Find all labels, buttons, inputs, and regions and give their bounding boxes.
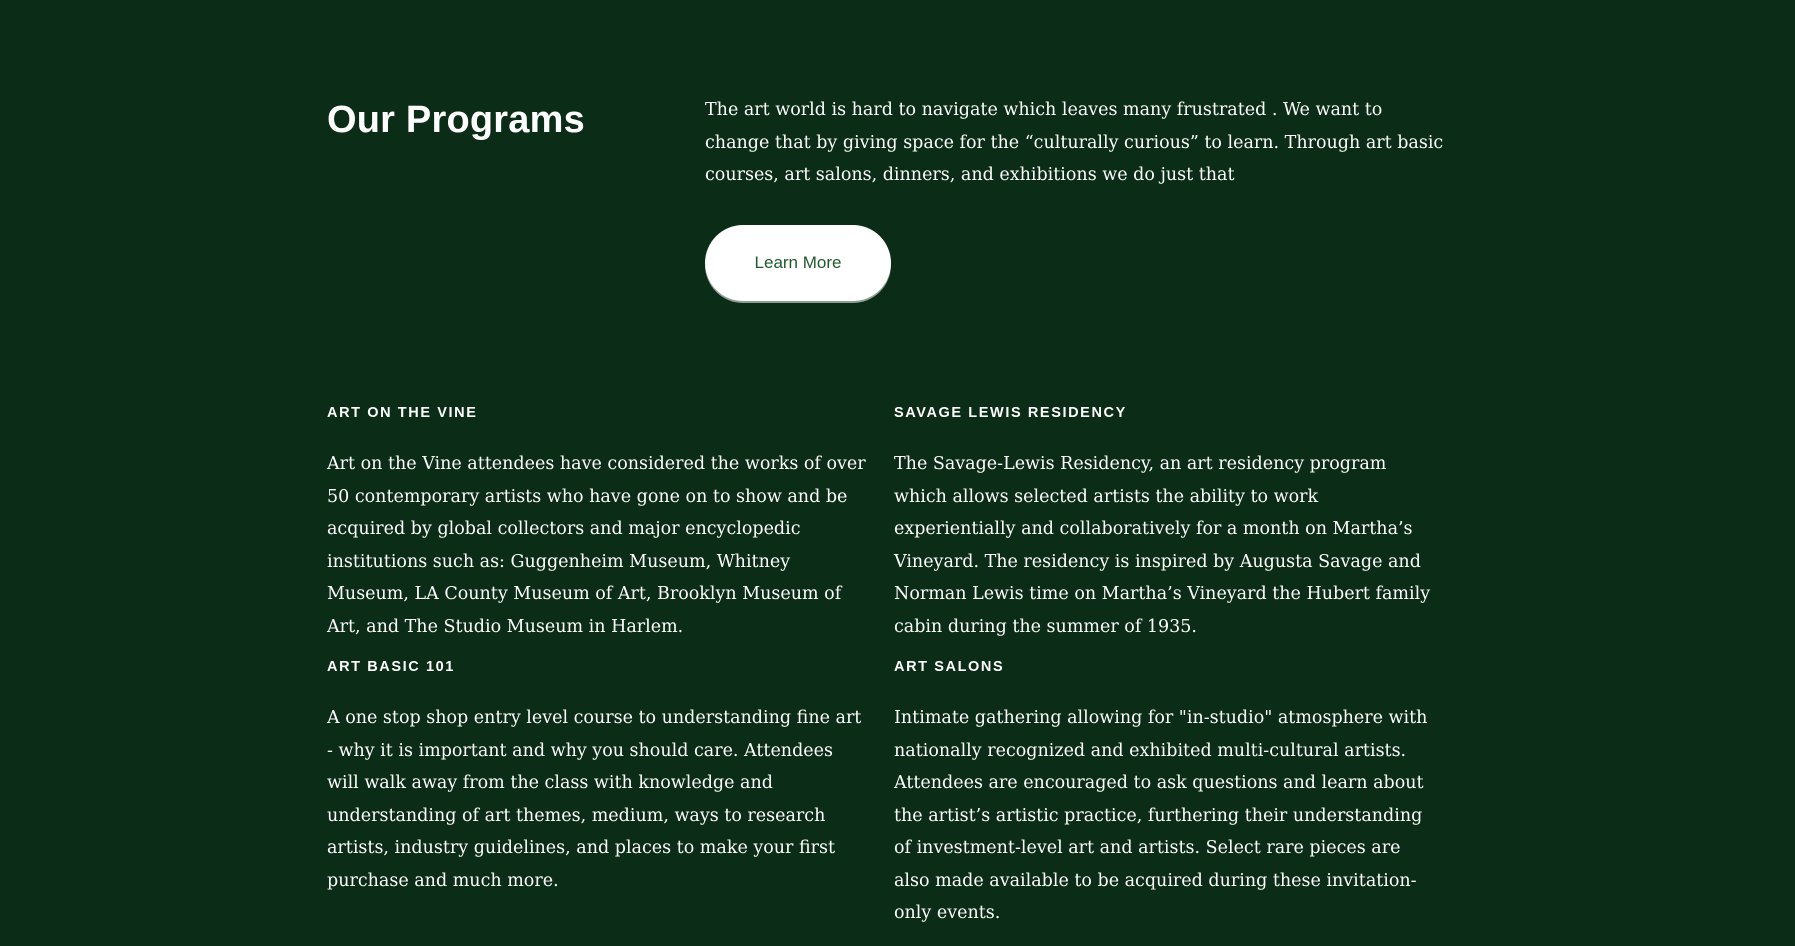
learn-more-button[interactable]: Learn More [705,225,891,301]
program-art-basic-101 [327,657,867,897]
program-art-salons [894,657,1439,930]
program-title: SAVAGE LEWIS RESIDENCY [894,405,1127,421]
program-savage-lewis-residency [894,403,1439,643]
page-title: Our Programs [327,99,585,141]
programs-section [327,0,1444,946]
program-description: A one stop shop entry level course to understanding fine art - why it is important and why you should care. Attendees will walk away from the class with knowledge and understanding of art themes, medium, ways to research artists, industry guidelines, and places to make your first purchase and much more. [327,708,862,891]
program-title: ART BASIC 101 [327,659,455,675]
program-description: Art on the Vine attendees have considered the works of over 50 contemporary artists who have gone on to show and be acquired by global collectors and major encyclopedic institutions such as: Guggenheim Museum, Whitney Museum, LA County Museum of Art, Brooklyn Museum of Art, and The Studio Museum in Harlem. [327,454,866,637]
program-art-on-the-vine [327,403,867,643]
program-description: The Savage-Lewis Residency, an art residency program which allows selected artists the ability to work experientially and collaboratively for a month on Martha’s Vineyard. The residency is inspired by Augusta Savage and Norman Lewis time on Martha’s Vineyard the Hubert family cabin during the summer of 1935. [894,454,1431,637]
program-title: ART ON THE VINE [327,405,478,421]
program-description: Intimate gathering allowing for "in-studio" atmosphere with nationally recognized and exhibited multi-cultural artists. Attendees are encouraged to ask questions and learn about the artist’s artistic practice, furthering their understanding of investment-level art and artists. Select rare pieces are also made available to be acquired during these invitation-only events. [894,708,1428,923]
program-title: ART SALONS [894,659,1005,675]
intro-text: The art world is hard to navigate which leaves many frustrated . We want to change that by giving space for the “culturally curious” to learn. Through art basic courses, art salons, dinners, and exhibitions we do just that [705,100,1444,185]
